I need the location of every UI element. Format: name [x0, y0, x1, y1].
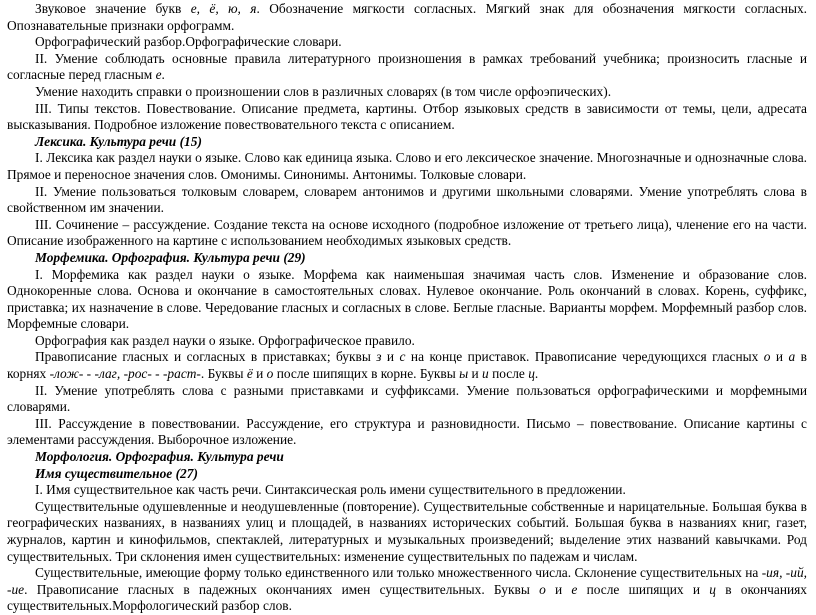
text-run: на конце приставок. Правописание чередующихся гласных — [405, 349, 764, 365]
paragraph — [7, 101, 807, 134]
paragraph — [7, 84, 807, 101]
italic-run: с — [399, 349, 406, 365]
paragraph — [7, 333, 807, 350]
italic-run: ы — [459, 366, 469, 382]
italic-run: -лож- - -лаг, -рос- - -раст- — [49, 366, 201, 382]
italic-run: о — [266, 366, 274, 382]
paragraph — [7, 1, 807, 34]
text-run: и — [381, 349, 400, 365]
paragraph — [7, 51, 807, 84]
italic-run: ц — [528, 366, 535, 382]
paragraph — [7, 217, 807, 250]
text-run: II. Умение пользоваться толковым словарем, словарем антонимов и другими школьными словарями. Умение употреблять слова в свойственном им значении. — [7, 183, 807, 216]
text-run: и — [252, 366, 267, 382]
paragraph — [7, 150, 807, 183]
text-run: и — [468, 366, 483, 382]
italic-run: е — [571, 581, 578, 597]
italic-run: о — [763, 349, 771, 365]
text-run: в корнях — [7, 349, 807, 382]
text-run: Умение находить справки о произношении слов в различных словарях (в том числе орфоэпических). — [35, 83, 612, 99]
paragraph — [7, 499, 807, 565]
italic-run: ц — [709, 581, 716, 597]
text-run: . — [161, 67, 165, 83]
text-run: Орфография как раздел науки о языке. Орфографическое правило. — [35, 332, 415, 348]
text-run: после шипящих в корне. Буквы — [273, 366, 460, 382]
text-run: . Обозначение мягкости согласных. Мягкий знак для обозначения мягкости согласных. Опознавательные признаки орфограмм. — [7, 1, 808, 33]
italic-run: -ия, -ий, -ие — [7, 565, 807, 597]
paragraph — [7, 416, 807, 449]
text-run: III. Рассуждение в повествовании. Рассуждение, его структура и разновидности. Письмо – повествование. Описание картины с элементами рассуждения. Выборочное изложение. — [7, 415, 807, 448]
text-run: Орфографический разбор.Орфографические словари. — [35, 34, 342, 50]
paragraph — [7, 565, 807, 615]
text-run: в окончаниях существительных.Морфологический разбор слов. — [7, 581, 808, 614]
text-run: II. Умение соблюдать основные правила литературного произношения в рамках требований учебника; произносить гласные и согласные перед гласным — [7, 50, 807, 83]
italic-run: з — [376, 349, 382, 365]
text-run: III. Типы текстов. Повествование. Описание предмета, картины. Отбор языковых средств в зависимости от темы, цели, адресата высказывания. Подробное изложение повествовательного текста с описанием. — [7, 100, 807, 133]
paragraph — [7, 349, 807, 382]
section-heading — [7, 134, 807, 151]
text-run: I. Лексика как раздел науки о языке. Слово как единица языка. Слово и его лексическое значение. Многозначные и однозначные слова. Прямое и переносное значения слов. Омонимы. Синонимы. Антонимы. Толковые словари. — [7, 150, 807, 182]
paragraph — [7, 267, 807, 333]
document-body — [7, 0, 807, 615]
italic-run: е — [155, 67, 162, 83]
section-heading — [7, 466, 807, 483]
text-run: после — [488, 366, 529, 382]
text-run: Существительные, имеющие форму только единственного или только множественного числа. Склонение существительных на — [35, 565, 762, 581]
text-run: I. Морфемика как раздел науки о языке. Морфема как наименьшая значимая часть слов. Изменение и образование слов. Однокоренные слова. Основа и окончание в самостоятельных словах. Нулевое окончание. Роль окончаний в словах. Корень, суффикс, приставка; их назначение в слове. Чередование гласных и согласных в слове. Беглые гласные. Варианты морфем. Морфемный разбор слов. Морфемные словари. — [7, 266, 807, 332]
paragraph — [7, 482, 807, 499]
italic-run: ё — [246, 366, 253, 382]
text-run: и — [770, 349, 789, 365]
text-run: . Правописание гласных в падежных окончаниях имен существительных. Буквы — [24, 581, 540, 597]
text-run: Имя существительное (27) — [35, 465, 198, 481]
text-run: II. Умение употреблять слова с разными приставками и суффиксами. Умение пользоваться орфографическими и морфемными словарями. — [7, 382, 807, 415]
section-heading — [7, 449, 807, 466]
paragraph — [7, 184, 807, 217]
text-run: Существительные одушевленные и неодушевленные (повторение). Существительные собственные и нарицательные. Большая буква в географических названиях, в названиях улиц и площадей, в названиях исторических событий. Большая буква в названиях книг, газет, журналов, картин и кинофильмов, спектаклей, литературных и музыкальных произведений; выделение этих названий кавычками. Род существительных. Три склонения имен существительных: изменение существительных по падежам и числам. — [7, 498, 807, 564]
paragraph — [7, 383, 807, 416]
text-run: . — [534, 366, 539, 382]
section-heading — [7, 250, 807, 267]
text-run: . Буквы — [200, 366, 247, 382]
text-run: после шипящих и — [577, 581, 710, 597]
italic-run: о — [539, 581, 546, 597]
italic-run: а — [788, 349, 796, 365]
text-run: I. Имя существительное как часть речи. Синтаксическая роль имени существительного в предложении. — [35, 482, 626, 498]
italic-run: и — [482, 366, 489, 382]
italic-run: е, ё, ю, я — [190, 1, 257, 16]
text-run: III. Сочинение – рассуждение. Создание текста на основе исходного (подробное изложение от третьего лица), членение его на части. Описание изображенного на картине с использованием необходимых языковых средств. — [7, 216, 807, 249]
text-run: Морфология. Орфография. Культура речи — [35, 449, 284, 465]
text-run: Морфемика. Орфография. Культура речи (29) — [35, 249, 306, 265]
text-run: Лексика. Культура речи (15) — [35, 133, 202, 149]
paragraph — [7, 34, 807, 51]
text-run: Звуковое значение букв — [35, 1, 191, 16]
text-run: и — [545, 581, 572, 597]
text-run: Правописание гласных и согласных в приставках; буквы — [35, 349, 377, 365]
